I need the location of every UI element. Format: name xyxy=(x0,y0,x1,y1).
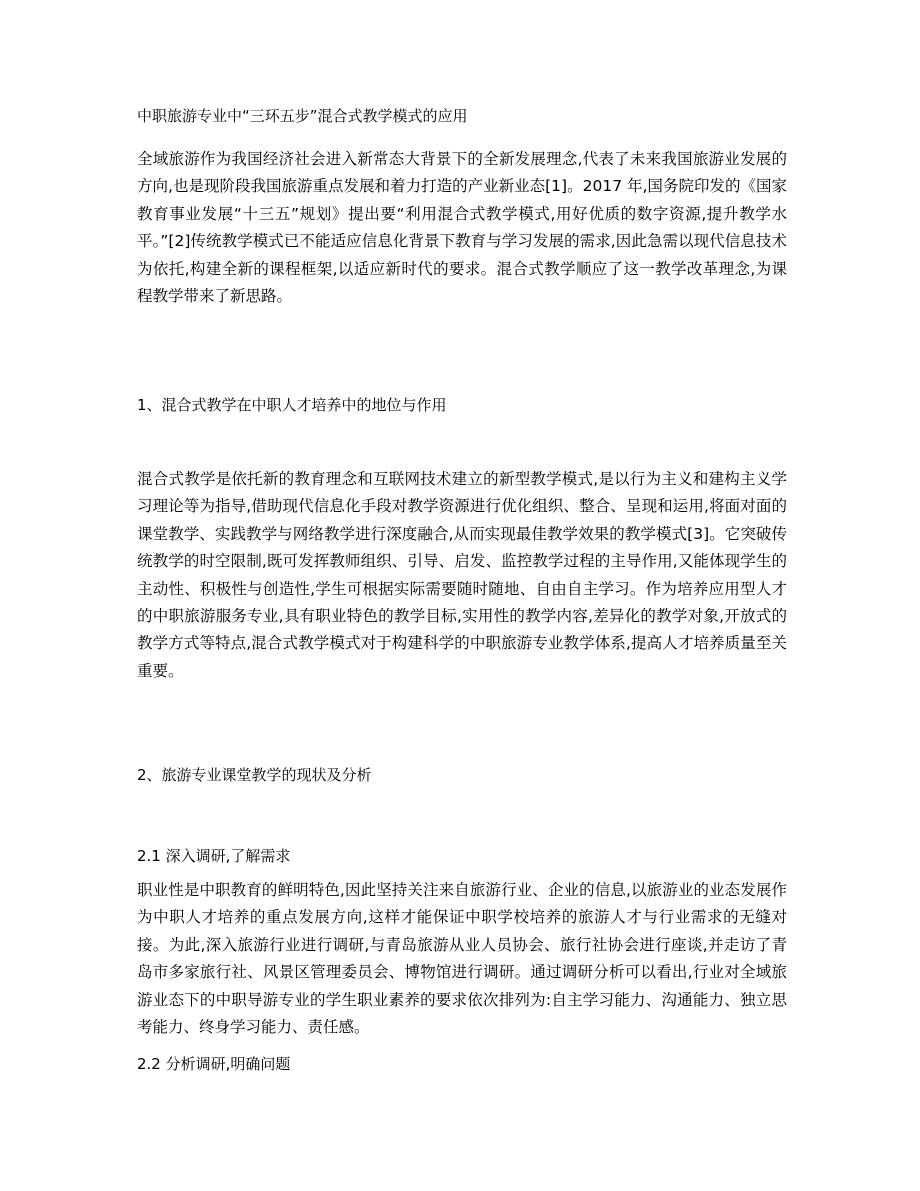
section-1-heading: 1、混合式教学在中职人才培养中的地位与作用 xyxy=(137,396,447,414)
intro-paragraph: 全域旅游作为我国经济社会进入新常态大背景下的全新发展理念,代表了未来我国旅游业发展的方向,也是现阶段我国旅游重点发展和着力打造的产业新业态[1]。2017 年,国务院印发的《国家教育事业发展“十三五”规划》提出要“利用混合式教学模式,用好优质的数字资源,提升教学水平。”[2]传统教学模式已不能适应信息化背景下教育与学习发展的需求,因此急需以现代信息技术为依托,构建全新的课程框架,以适应新时代的要求。混合式教学顺应了这一教学改革理念,为课程教学带来了新思路。 xyxy=(137,150,787,306)
section-1-paragraph: 混合式教学是依托新的教育理念和互联网技术建立的新型教学模式,是以行为主义和建构主义学习理论等为指导,借助现代信息化手段对教学资源进行优化组织、整合、呈现和运用,将面对面的课堂教学、实践教学与网络教学进行深度融合,从而实现最佳教学效果的教学模式[3]。它突破传统教学的时空限制,既可发挥教师组织、引导、启发、监控教学过程的主导作用,又能体现学生的主动性、积极性与创造性,学生可根据实际需要随时随地、自由自主学习。作为培养应用型人才的中职旅游服务专业,具有职业特色的教学目标,实用性的教学内容,差异化的教学对象,开放式的教学方式等特点,混合式教学模式对于构建科学的中职旅游专业教学体系,提高人才培养质量至关重要。 xyxy=(137,470,787,680)
section-2-1-paragraph: 职业性是中职教育的鲜明特色,因此坚持关注来自旅游行业、企业的信息,以旅游业的业态发展作为中职人才培养的重点发展方向,这样才能保证中职学校培养的旅游人才与行业需求的无缝对接。为此,深入旅游行业进行调研,与青岛旅游从业人员协会、旅行社协会进行座谈,并走访了青岛市多家旅行社、风景区管理委员会、博物馆进行调研。通过调研分析可以看出,行业对全域旅游业态下的中职导游专业的学生职业素养的要求依次排列为:自主学习能力、沟通能力、独立思考能力、终身学习能力、责任感。 xyxy=(137,881,787,1037)
section-2-heading: 2、旅游专业课堂教学的现状及分析 xyxy=(137,766,372,784)
section-2-2-heading: 2.2 分析调研,明确问题 xyxy=(137,1055,291,1073)
section-2-1-heading: 2.1 深入调研,了解需求 xyxy=(137,847,291,865)
document-title: 中职旅游专业中“三环五步”混合式教学模式的应用 xyxy=(137,107,468,125)
